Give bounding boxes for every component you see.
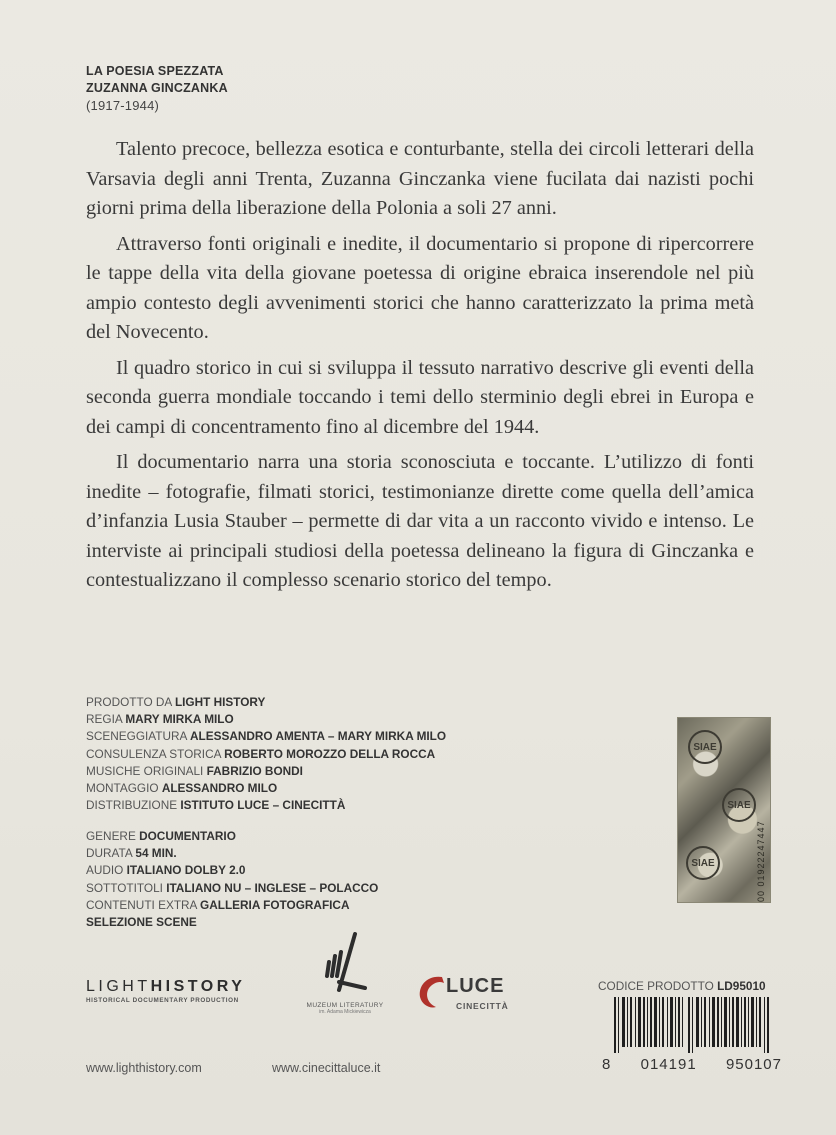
- title-block: [86, 63, 228, 114]
- spec-row: SELEZIONE SCENE: [86, 915, 197, 930]
- spec-row: GENERE DOCUMENTARIO: [86, 829, 236, 843]
- hologram-serial: 00 01922247447: [756, 820, 766, 902]
- subject-name: ZUZANNA GINCZANKA: [86, 81, 228, 95]
- spec-row: SOTTOTITOLI ITALIANO NU – INGLESE – POLACCO: [86, 880, 379, 895]
- logo-strip: LIGHTHISTORY HISTORICAL DOCUMENTARY PRODUCTION MUZEUM LITERATURY im. Adama Mickiewicza LUCE CINECITTÀ: [0, 930, 836, 1020]
- credit-row: SCENEGGIATURA ALESSANDRO AMENTA – MARY MIRKA MILO: [86, 729, 447, 744]
- muzeum-literatury-logo: MUZEUM LITERATURY im. Adama Mickiewicza: [300, 932, 390, 1015]
- spec-row: CONTENUTI EXTRA GALLERIA FOTOGRAFICA: [86, 897, 350, 912]
- siae-seal-icon: SIAE: [686, 846, 720, 880]
- siae-seal-icon: SIAE: [722, 788, 756, 822]
- credit-row: PRODOTTO DA LIGHT HISTORY: [86, 695, 266, 709]
- credit-row: MUSICHE ORIGINALI FABRIZIO BONDI: [86, 763, 303, 778]
- synopsis-paragraph: Talento precoce, bellezza esotica e conturbante, stella dei circoli letterari della Varsavia degli anni Trenta, Zuzanna Ginczanka viene fucilata dai nazisti pochi giorni prima della liberazione della Polonia a soli 27 anni.: [86, 138, 754, 219]
- siae-hologram-sticker: [677, 717, 771, 903]
- lighthistory-logo: LIGHTHISTORY HISTORICAL DOCUMENTARY PRODUCTION: [86, 978, 246, 1004]
- credit-row: DISTRIBUZIONE ISTITUTO LUCE – CINECITTÀ: [86, 798, 346, 813]
- ean-barcode: [602, 997, 782, 1073]
- synopsis-paragraph: Il documentario narra una storia sconosciuta e toccante. L’utilizzo di fonti inedite – fotografie, filmati storici, testimonianze dirette come quella dell’amica d’infanzia Lusia Stauber – permette di dar vita a un racconto vivido e intenso. Le interviste ai principali studiosi della poetessa delineano la figura di Ginczanka e contestualizzano il complesso scenario storico del tempo.: [86, 451, 754, 591]
- film-title: LA POESIA SPEZZATA: [86, 64, 224, 78]
- subject-dates: (1917-1944): [86, 98, 160, 113]
- credits-list: [86, 694, 446, 814]
- website-cinecittaluce: www.cinecittaluce.it: [272, 1061, 381, 1075]
- spec-row: DURATA 54 MIN.: [86, 846, 177, 861]
- credit-row: CONSULENZA STORICA ROBERTO MOROZZO DELLA ROCCA: [86, 746, 436, 761]
- synopsis-paragraph: Attraverso fonti originali e inedite, il documentario si propone di ripercorrere le tappe della vita della giovane poetessa di origine ebraica inserendole nel più ampio contesto degli avvenimenti storici che hanno caratterizzato la prima metà del Novecento.: [86, 232, 754, 343]
- credit-row: MONTAGGIO ALESSANDRO MILO: [86, 781, 278, 796]
- synopsis-paragraph: Il quadro storico in cui si sviluppa il tessuto narrativo descrive gli eventi della seconda guerra mondiale toccando i temi dello sterminio degli ebrei in Europa e dei campi di concentramento fino al dicembre del 1944.: [86, 356, 754, 438]
- quill-mark-icon: [315, 932, 375, 1002]
- credit-row: REGIA MARY MIRKA MILO: [86, 712, 234, 727]
- product-code: CODICE PRODOTTO LD95010: [598, 979, 766, 993]
- barcode-bars: [614, 997, 770, 1053]
- luce-bird-icon: [416, 973, 446, 1009]
- technical-specs: [86, 828, 378, 931]
- spec-row: AUDIO ITALIANO DOLBY 2.0: [86, 863, 246, 878]
- siae-seal-icon: SIAE: [688, 730, 722, 764]
- website-lighthistory: www.lighthistory.com: [86, 1061, 202, 1075]
- barcode-digits: 8 014191 950107: [602, 1056, 782, 1073]
- synopsis: [86, 135, 754, 602]
